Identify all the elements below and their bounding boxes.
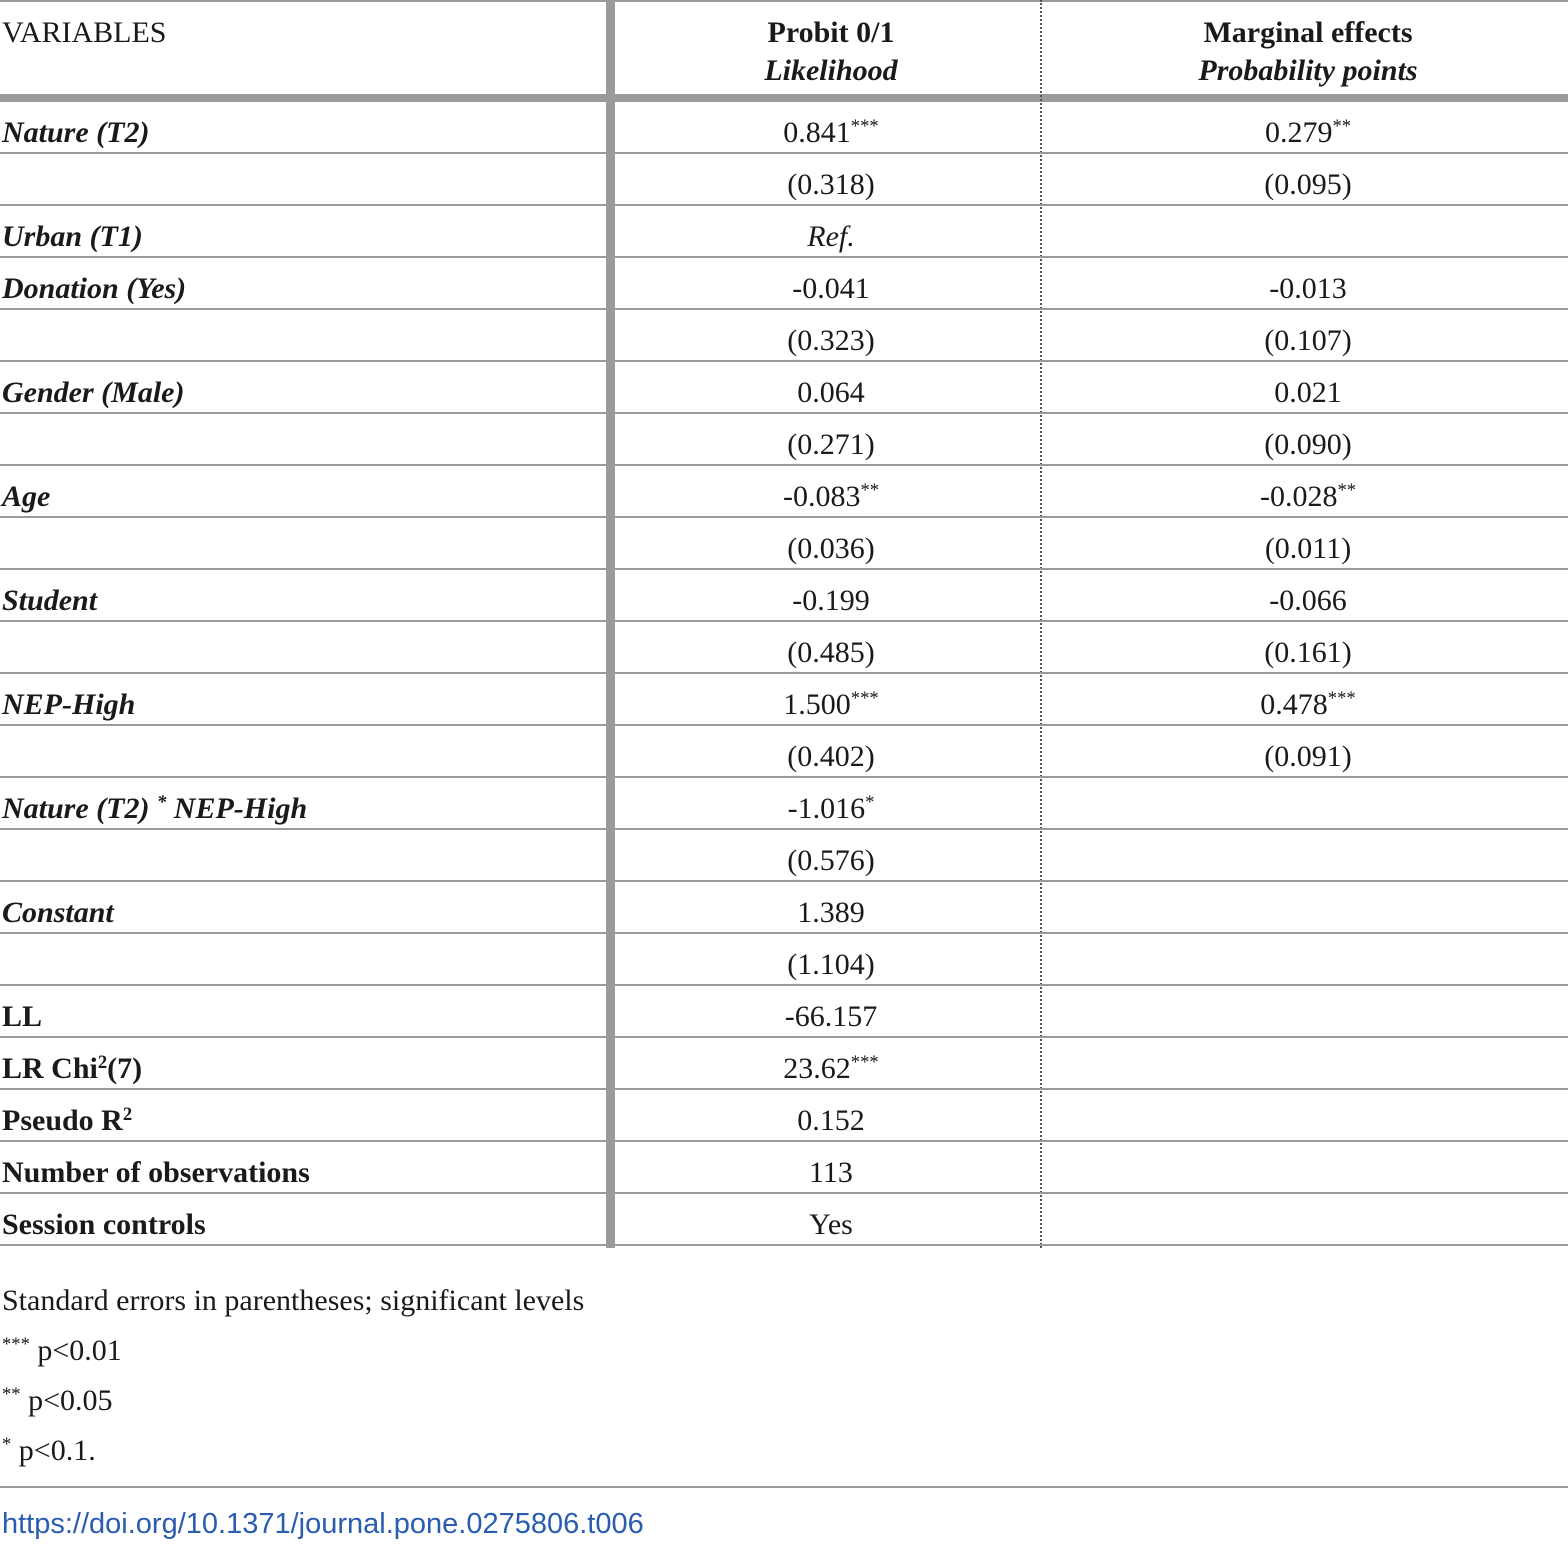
cell-value: (0.485) xyxy=(787,636,875,669)
probit-value xyxy=(614,674,1048,724)
cell-value: 113 xyxy=(809,1156,853,1189)
stats-row xyxy=(0,1090,1568,1142)
probit-value xyxy=(614,882,1048,932)
stat-value xyxy=(614,1142,1048,1192)
cell-value: (0.107) xyxy=(1264,324,1352,357)
cell-value: 1.389 xyxy=(797,896,865,929)
probit-value xyxy=(614,778,1048,828)
marginal-value xyxy=(1048,674,1568,724)
cell-value: -1.016 xyxy=(787,792,866,825)
probit-value xyxy=(614,206,1048,256)
cell-value: Yes xyxy=(809,1208,853,1241)
cell-value: (0.091) xyxy=(1264,740,1352,773)
marginal-value xyxy=(1048,362,1568,412)
cell-value: (0.323) xyxy=(787,324,875,357)
table-header xyxy=(0,0,1568,94)
cell-value: (0.095) xyxy=(1264,168,1352,201)
stat-label xyxy=(0,986,606,1036)
label-part: Nature (T2) xyxy=(2,792,150,825)
stat-empty xyxy=(1048,1038,1568,1050)
marginal-value xyxy=(1048,258,1568,308)
probit-value xyxy=(614,362,1048,412)
stat-value xyxy=(614,986,1048,1036)
stat-empty xyxy=(1048,1142,1568,1154)
label-text: Urban (T1) xyxy=(2,220,143,253)
probit-value xyxy=(614,622,1048,672)
marginal-value xyxy=(1048,934,1568,946)
row-label xyxy=(0,362,606,412)
marginal-value xyxy=(1048,622,1568,672)
cell-value: (1.104) xyxy=(787,948,875,981)
label-text: Student xyxy=(2,584,98,617)
stat-label xyxy=(0,1194,606,1244)
footnote-p005: ** p<0.05 xyxy=(2,1383,113,1417)
header-probit: Probit 0/1 Likelihood xyxy=(764,16,898,87)
label-part: NEP-High xyxy=(173,792,308,825)
probit-value xyxy=(614,830,1048,880)
cell-value: (0.402) xyxy=(787,740,875,773)
label-superscript: 2 xyxy=(122,1103,133,1125)
marginal-value xyxy=(1048,570,1568,620)
label-text: Session controls xyxy=(2,1208,206,1241)
table-row xyxy=(0,310,1568,362)
table-row xyxy=(0,362,1568,414)
table-row xyxy=(0,830,1568,882)
stat-value xyxy=(614,1090,1048,1140)
stat-label xyxy=(0,1038,606,1088)
label-text: LL xyxy=(2,1000,43,1033)
stat-empty xyxy=(1048,1194,1568,1206)
header-rule xyxy=(0,94,1568,102)
doi-link[interactable]: https://doi.org/10.1371/journal.pone.0275806.t006 xyxy=(2,1508,644,1540)
table-row xyxy=(0,726,1568,778)
label-text: NEP-High xyxy=(2,688,136,721)
table-row xyxy=(0,206,1568,258)
row-label xyxy=(0,726,606,738)
significance-stars: ** xyxy=(1337,479,1357,501)
cell-value: (0.161) xyxy=(1264,636,1352,669)
stat-empty xyxy=(1048,986,1568,998)
row-label xyxy=(0,622,606,634)
stats-row xyxy=(0,1038,1568,1090)
significance-stars: ** xyxy=(860,479,880,501)
table-row xyxy=(0,258,1568,310)
stat-label xyxy=(0,1090,606,1140)
row-label xyxy=(0,310,606,322)
cell-value: -0.083 xyxy=(782,480,861,513)
cell-value: (0.090) xyxy=(1264,428,1352,461)
probit-value xyxy=(614,934,1048,984)
probit-value xyxy=(614,726,1048,776)
cell-value: 0.478 xyxy=(1260,688,1328,721)
probit-value xyxy=(614,414,1048,464)
stat-empty xyxy=(1048,1090,1568,1102)
cell-value: 1.500 xyxy=(783,688,851,721)
cell-value: -0.041 xyxy=(792,272,870,305)
table-row xyxy=(0,414,1568,466)
cell-value: 23.62 xyxy=(783,1052,851,1085)
marginal-value xyxy=(1048,310,1568,360)
row-label xyxy=(0,206,606,256)
row-label xyxy=(0,830,606,842)
label-text: Constant xyxy=(2,896,114,929)
label-text: Gender (Male) xyxy=(2,376,185,409)
probit-value xyxy=(614,102,1048,152)
table-row xyxy=(0,674,1568,726)
row-label xyxy=(0,882,606,932)
probit-value xyxy=(614,570,1048,620)
cell-value: -0.028 xyxy=(1259,480,1338,513)
marginal-value xyxy=(1048,882,1568,894)
row-label xyxy=(0,466,606,516)
footnote-p01: * p<0.1. xyxy=(2,1433,96,1467)
significance-stars: *** xyxy=(850,115,879,137)
label-text: Age xyxy=(2,480,51,513)
table-row xyxy=(0,570,1568,622)
row-label xyxy=(0,934,606,946)
footnote-p001: *** p<0.01 xyxy=(2,1333,122,1367)
table-row xyxy=(0,778,1568,830)
header-variables: VARIABLES xyxy=(2,16,167,49)
probit-value xyxy=(614,258,1048,308)
probit-value xyxy=(614,310,1048,360)
cell-value: 0.152 xyxy=(797,1104,865,1137)
marginal-value xyxy=(1048,726,1568,776)
table-row xyxy=(0,466,1568,518)
stats-row xyxy=(0,1194,1568,1246)
stat-label xyxy=(0,1142,606,1192)
significance-stars: ** xyxy=(1332,115,1352,137)
cell-value: -0.199 xyxy=(792,584,870,617)
label-part: (7) xyxy=(107,1052,143,1085)
significance-stars: *** xyxy=(850,687,879,709)
interaction-star: * xyxy=(156,791,167,813)
cell-value: -0.066 xyxy=(1269,584,1347,617)
marginal-value xyxy=(1048,414,1568,464)
label-text: Nature (T2) xyxy=(2,116,150,149)
table-row xyxy=(0,882,1568,934)
stat-value xyxy=(614,1194,1048,1244)
marginal-value xyxy=(1048,830,1568,842)
cell-value: 0.021 xyxy=(1274,376,1342,409)
row-label xyxy=(0,570,606,620)
marginal-value xyxy=(1048,206,1568,218)
label-text: Donation (Yes) xyxy=(2,272,187,305)
marginal-value xyxy=(1048,518,1568,568)
probit-value xyxy=(614,518,1048,568)
cell-value: Ref. xyxy=(807,220,855,253)
stats-row xyxy=(0,1142,1568,1194)
row-rule xyxy=(0,1244,1568,1246)
label-part: Pseudo R xyxy=(2,1104,123,1137)
row-label xyxy=(0,258,606,308)
row-label xyxy=(0,414,606,426)
cell-value: 0.064 xyxy=(797,376,865,409)
probit-value xyxy=(614,154,1048,204)
label-part: LR Chi xyxy=(2,1052,98,1085)
table-row xyxy=(0,102,1568,154)
table-row xyxy=(0,622,1568,674)
probit-value xyxy=(614,466,1048,516)
row-label xyxy=(0,778,606,828)
stats-row xyxy=(0,986,1568,1038)
cell-value: (0.271) xyxy=(787,428,875,461)
label-text: Number of observations xyxy=(2,1156,310,1189)
cell-value: -0.013 xyxy=(1269,272,1347,305)
footnote-standard-errors: Standard errors in parentheses; significant levels xyxy=(2,1284,585,1317)
footer-rule xyxy=(0,1486,1568,1488)
cell-value: (0.036) xyxy=(787,532,875,565)
header-marginal-effects: Marginal effects Probability points xyxy=(1198,16,1418,87)
row-label xyxy=(0,674,606,724)
cell-value: 0.279 xyxy=(1264,116,1333,149)
significance-stars: * xyxy=(865,791,875,813)
marginal-value xyxy=(1048,778,1568,790)
significance-stars: *** xyxy=(850,1051,879,1073)
cell-value: (0.011) xyxy=(1264,532,1352,565)
table-row xyxy=(0,154,1568,206)
table-row xyxy=(0,934,1568,986)
stat-value xyxy=(614,1038,1048,1088)
row-label xyxy=(0,154,606,166)
significance-stars: *** xyxy=(1327,687,1356,709)
marginal-value xyxy=(1048,102,1568,152)
cell-value: (0.318) xyxy=(787,168,875,201)
cell-value: -66.157 xyxy=(784,1000,878,1033)
cell-value: (0.576) xyxy=(787,844,875,877)
row-label xyxy=(0,102,606,152)
cell-value: 0.841 xyxy=(783,116,851,149)
table-row xyxy=(0,518,1568,570)
marginal-value xyxy=(1048,466,1568,516)
row-label xyxy=(0,518,606,530)
label-superscript: 2 xyxy=(97,1051,108,1073)
marginal-value xyxy=(1048,154,1568,204)
